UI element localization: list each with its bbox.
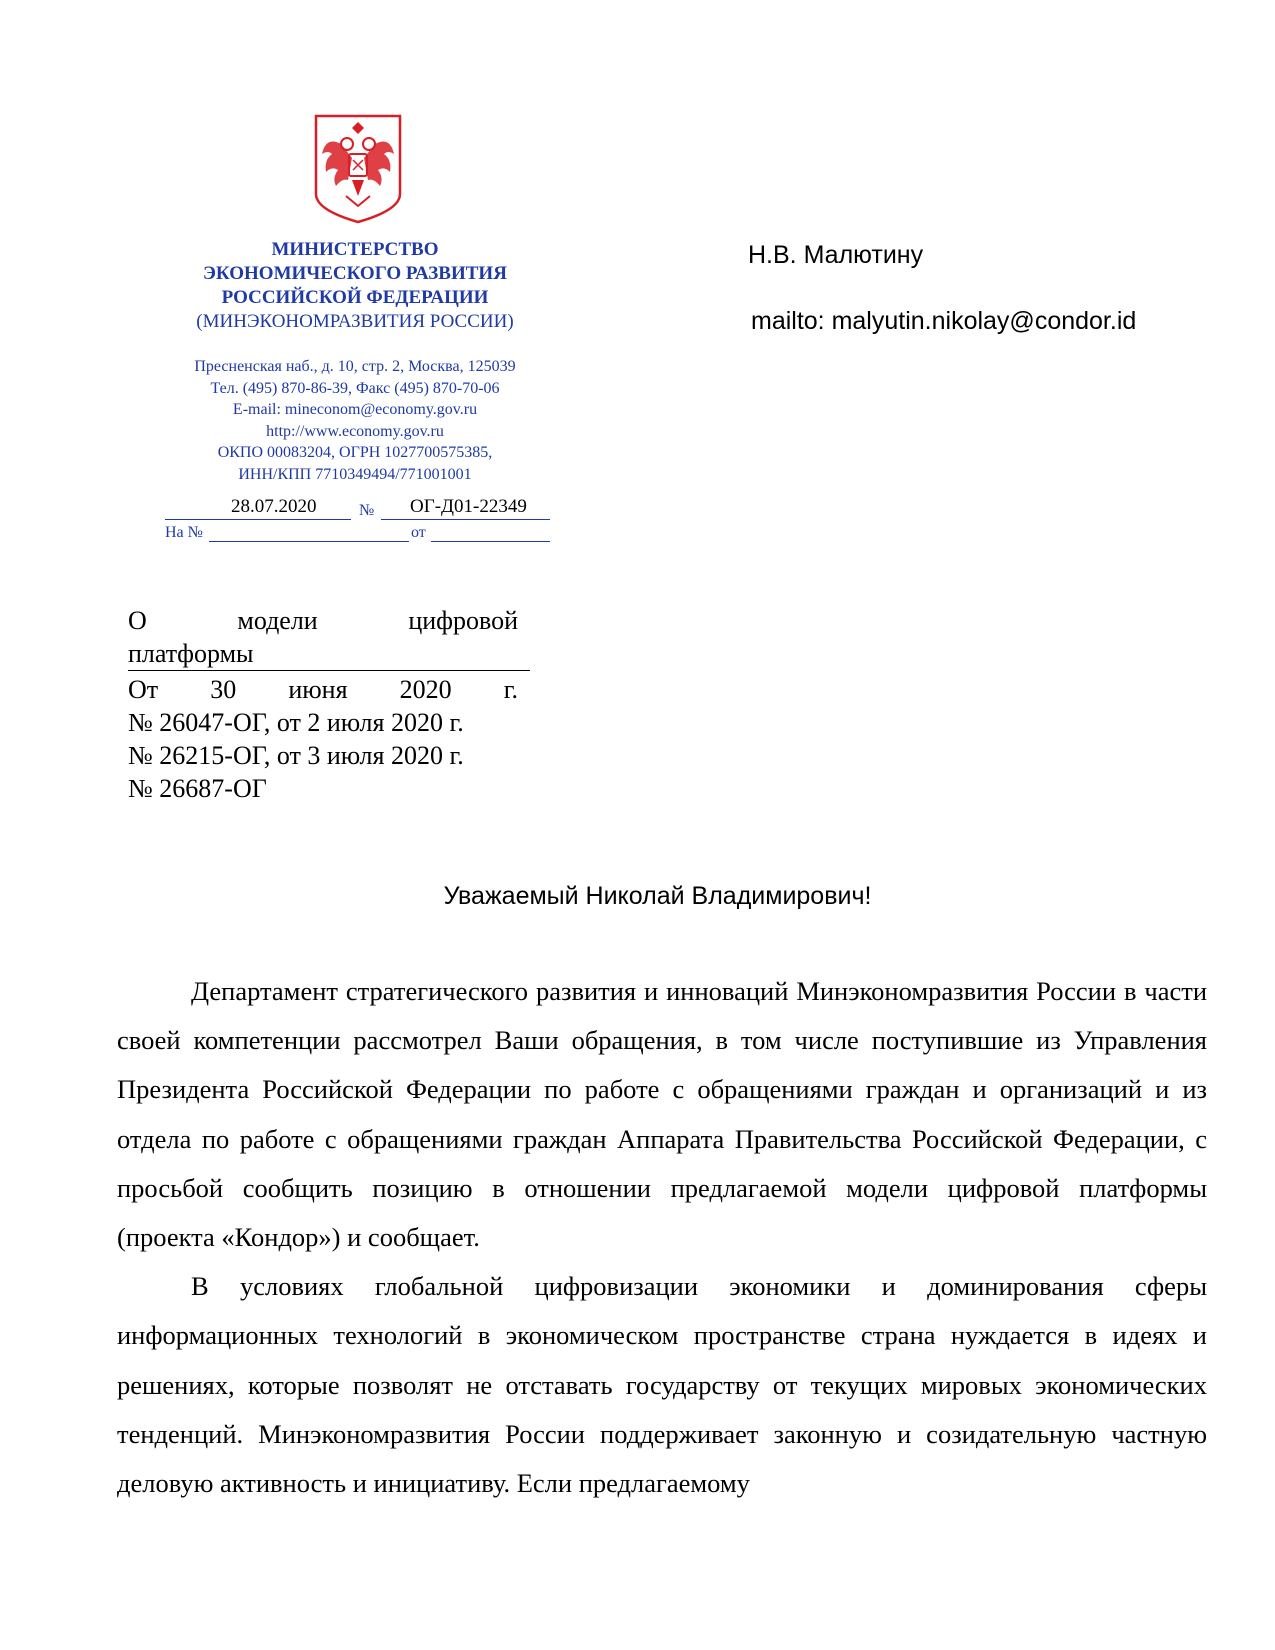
contact-phone: Тел. (495) 870-86-39, Факс (495) 870-70-06 <box>210 379 500 397</box>
addressee-email: mailto: malyutin.nikolay@condor.id <box>751 307 1137 335</box>
contact-email: E-mail: mineconom@economy.gov.ru <box>232 401 478 418</box>
body-paragraph: Департамент стратегического развития и инноваций Минэкономразвития России в части своей компетенции рассмотрел Ваши обращения, в том числе поступившие из Управления Президента Российской Федерации по работе с обращениями граждан и организаций и из отдела по работе с обращениями граждан Аппарата Правительства Российской Федерации, с просьбой сообщить позицию в отношении предлагаемой модели цифровой платформы (проекта «Кондор») и сообщает. <box>117 976 1207 1253</box>
ministry-abbreviation: (МИНЭКОНОМРАЗВИТИЯ РОССИИ) <box>196 311 514 332</box>
body-paragraph: В условиях глобальной цифровизации экономики и доминирования сферы информационных технологий в экономическом пространстве страна нуждается в идеях и решениях, которые позволят не отставать государству от текущих мировых экономических тенденций. Минэкономразвития России поддерживает законную и созидательную частную деловую активность и инициативу. Если предлагаемому <box>117 1271 1207 1499</box>
russian-coat-of-arms-icon <box>312 114 404 224</box>
contact-website: http://www.economy.gov.ru <box>266 422 444 440</box>
contact-okpo-ogrn: ОКПО 00083204, ОГРН 1027700575385, <box>217 444 493 461</box>
reference-line: № 26687-ОГ <box>128 774 267 803</box>
subject-line: платформы <box>128 639 254 668</box>
ministry-title <box>150 238 560 334</box>
subject-line: О модели цифровой <box>128 606 518 635</box>
ministry-title-line: ЭКОНОМИЧЕСКОГО РАЗВИТИЯ <box>203 263 507 284</box>
subject-block <box>128 604 518 805</box>
reply-reference-line <box>165 518 550 542</box>
addressee-name: Н.В. Малютину <box>748 241 924 269</box>
from-label: от <box>411 524 426 541</box>
registration-number: ОГ-Д01-22349 <box>410 496 527 517</box>
ministry-contacts <box>150 356 560 485</box>
ministry-title-line: МИНИСТЕРСТВО <box>271 239 439 260</box>
contact-inn-kpp: ИНН/КПП 7710349494/771001001 <box>238 465 472 483</box>
ministry-title-line: РОССИЙСКОЙ ФЕДЕРАЦИИ <box>221 287 489 308</box>
subject-references <box>128 673 518 805</box>
reference-line: № 26215-ОГ, от 3 июля 2020 г. <box>128 741 464 770</box>
letter-body <box>117 967 1207 1508</box>
salutation: Уважаемый Николай Владимирович! <box>443 882 872 910</box>
addressee-block <box>748 240 1136 336</box>
in-reply-label: На № <box>165 524 203 541</box>
reference-line: № 26047-ОГ, от 2 июля 2020 г. <box>128 708 464 737</box>
contact-address: Пресненская наб., д. 10, стр. 2, Москва, 125039 <box>194 358 516 375</box>
registration-date: 28.07.2020 <box>231 496 317 517</box>
number-label: № <box>359 502 375 519</box>
reference-line: От 30 июня 2020 г. <box>128 675 518 704</box>
subject-divider <box>128 670 530 671</box>
